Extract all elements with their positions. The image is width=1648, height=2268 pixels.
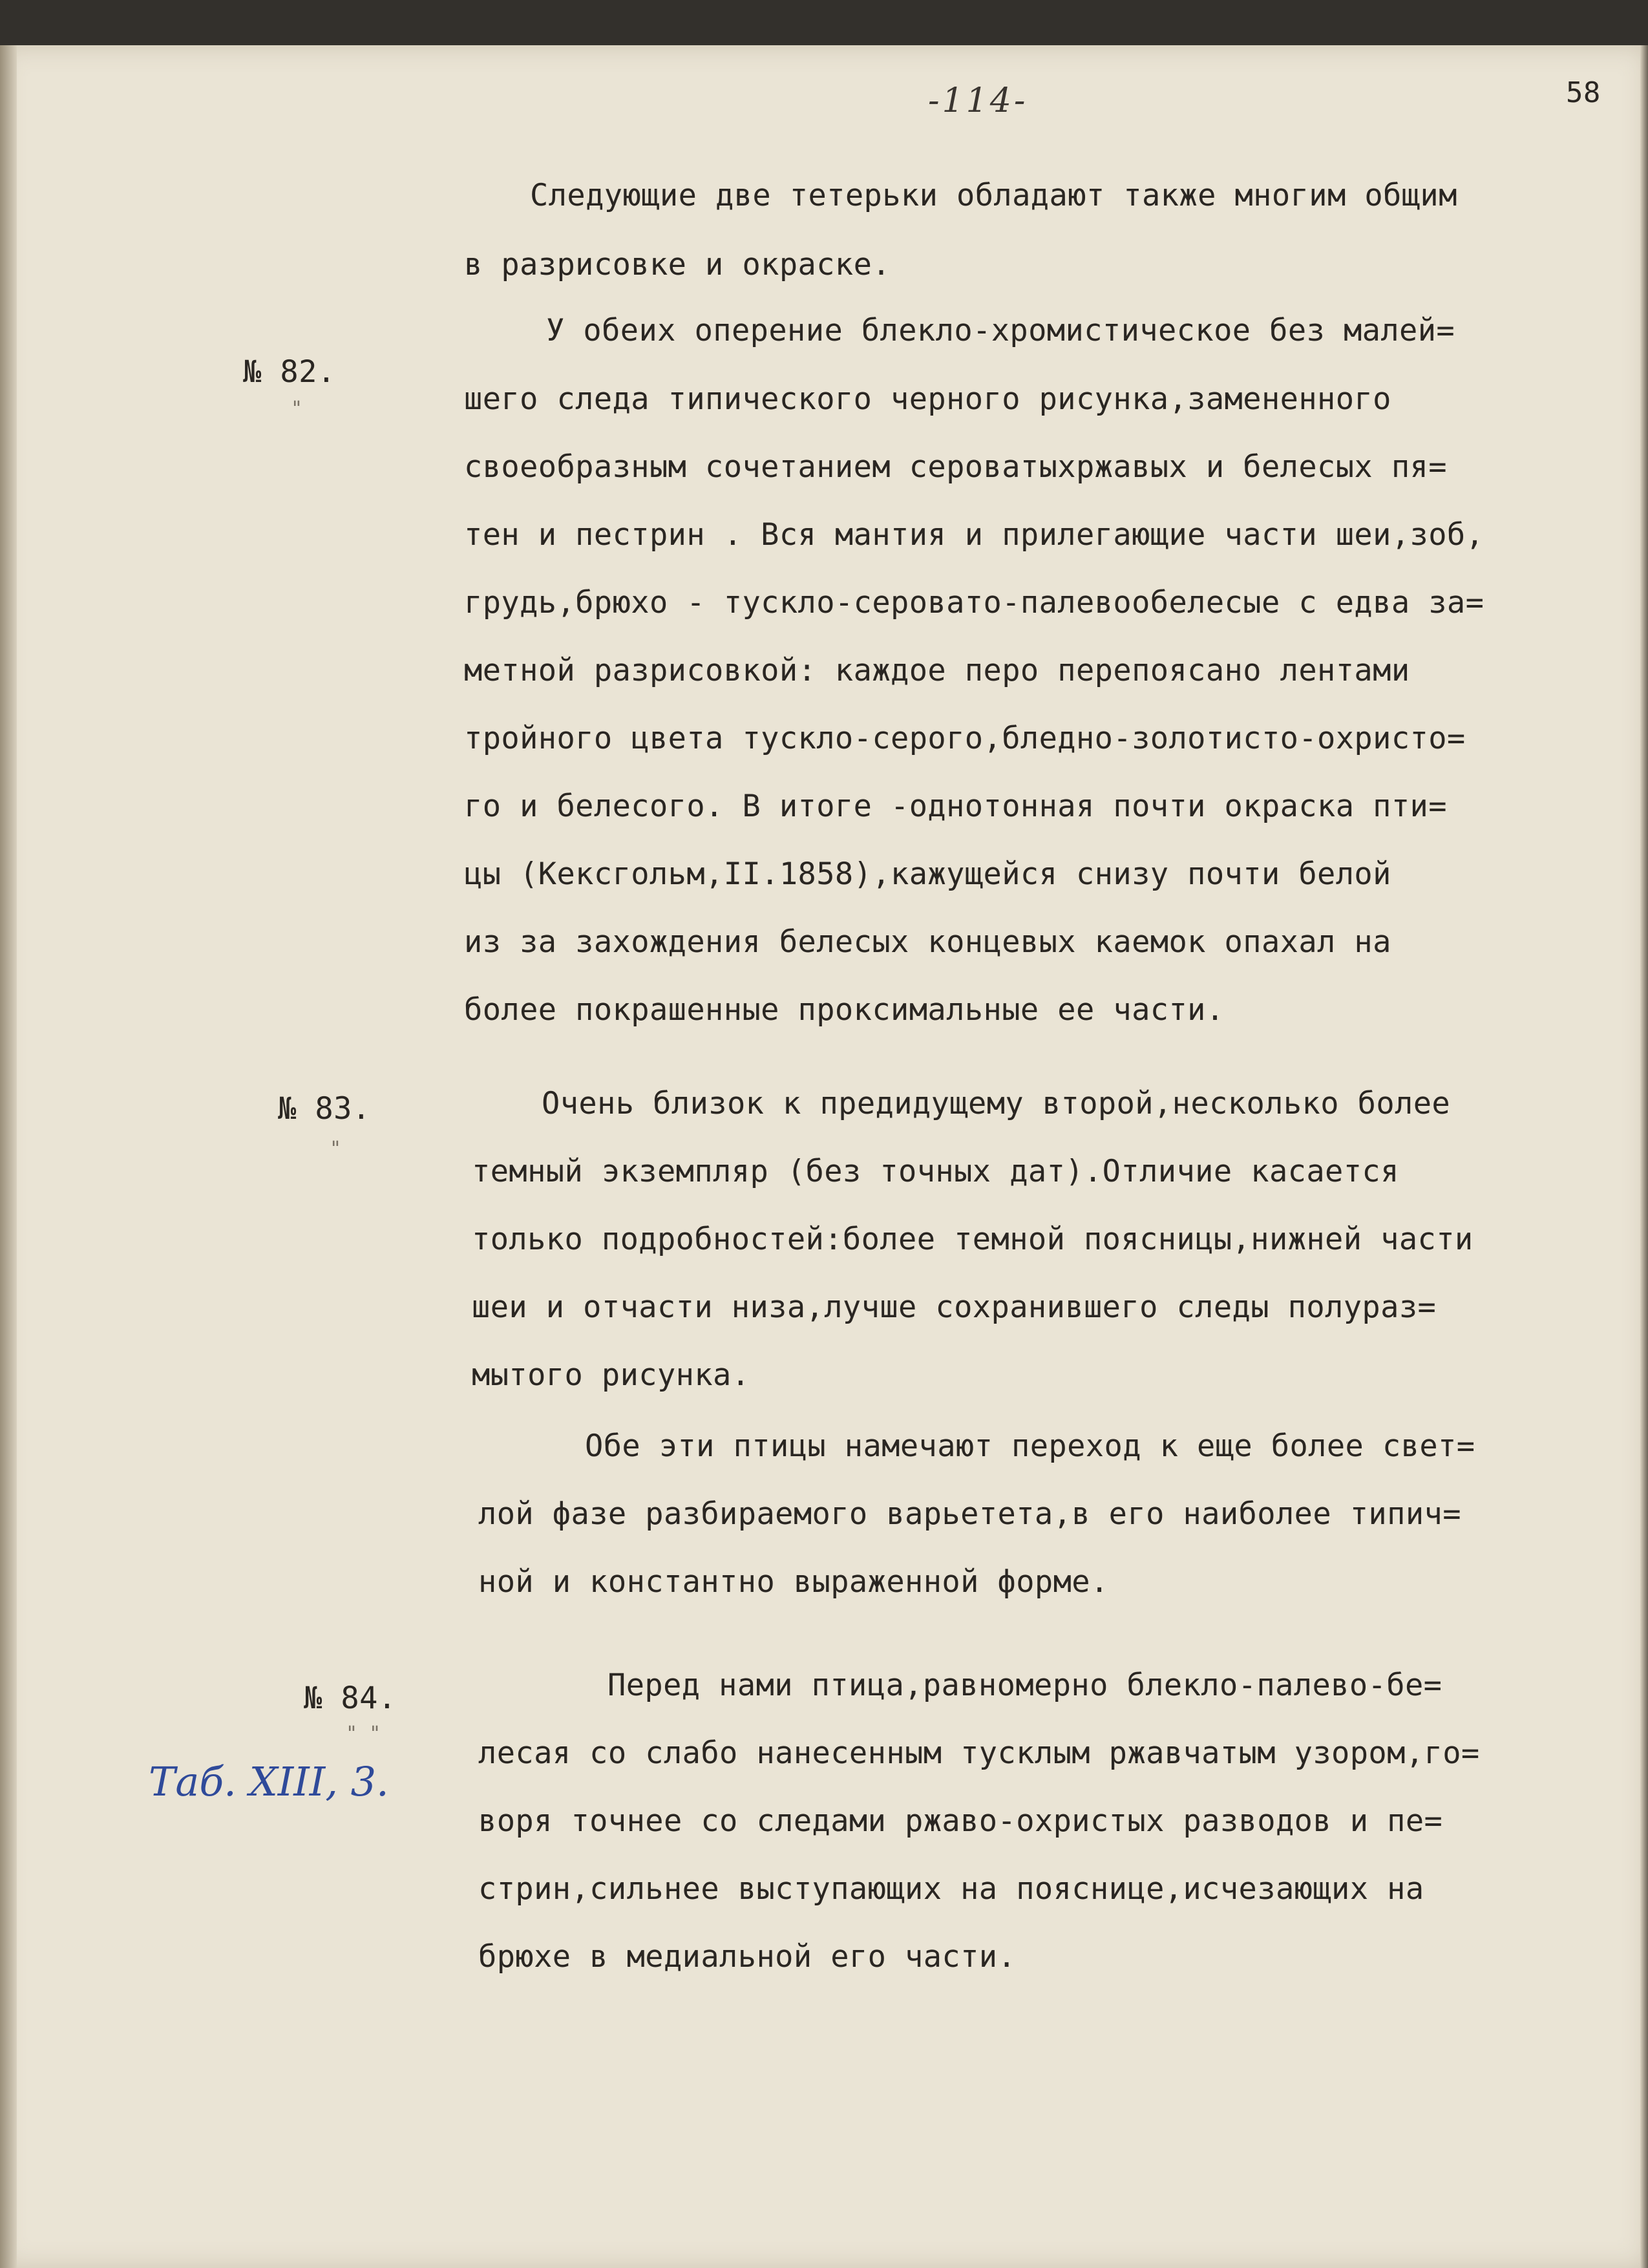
text-line: Перед нами птица,равномерно блекло-палево-бе= (607, 1668, 1442, 1703)
text-line: лесая со слабо нанесенным тусклым ржавчатым узором,го= (478, 1735, 1480, 1771)
text-line: воря точнее со следами ржаво-охристых разводов и пе= (478, 1803, 1443, 1839)
margin-label-83: № 83. (278, 1091, 371, 1127)
text-line: в разрисовке и окраске. (464, 247, 891, 282)
text-line: мытого рисунка. (472, 1357, 750, 1393)
text-line: Обе эти птицы намечают переход к еще более свет= (585, 1428, 1475, 1464)
text-line: брюхе в медиальной его части. (478, 1939, 1017, 1975)
text-line: грудь,брюхо - тускло-серовато-палевообелесые с едва за= (464, 585, 1484, 620)
text-line: только подробностей:более темной поясницы,нижней части (472, 1222, 1474, 1257)
text-line: ной и константно выраженной форме. (478, 1564, 1109, 1600)
handwritten-page-number: -114- (928, 81, 1028, 120)
text-line: метной разрисовкой: каждое перо перепоясано лентами (464, 653, 1410, 688)
text-line: тен и пестрин . Вся мантия и прилегающие части шеи,зоб, (464, 517, 1484, 553)
ditto-mark: " (291, 397, 303, 420)
margin-label-82: № 82. (243, 354, 336, 390)
text-line: У обеих оперение блекло-хромистическое без малей= (546, 313, 1455, 348)
text-line: Следующие две тетерьки обладают также многим общим (530, 178, 1457, 213)
text-line: го и белесого. В итоге -однотонная почти окраска пти= (464, 789, 1447, 824)
ditto-mark: " " (346, 1722, 381, 1745)
text-line: цы (Кексгольм,II.1858),кажущейся снизу почти белой (464, 856, 1391, 892)
text-line: из за захождения белесых концевых каемок опахал на (464, 924, 1391, 960)
page-number: 58 (1566, 76, 1601, 109)
text-line: лой фазе разбираемого варьетета,в его наиболее типич= (478, 1496, 1461, 1532)
text-line: Очень близок к предидущему второй,несколько более (542, 1086, 1451, 1121)
margin-label-84: № 84. (304, 1680, 397, 1716)
handwritten-table-reference: Таб. XIII, 3. (149, 1758, 389, 1805)
text-line: стрин,сильнее выступающих на пояснице,исчезающих на (478, 1871, 1424, 1907)
ditto-mark: " (330, 1138, 342, 1160)
text-line: шего следа типического черного рисунка,замененного (464, 381, 1391, 417)
text-line: темный экземпляр (без точных дат).Отличие касается (472, 1154, 1399, 1189)
text-line: шеи и отчасти низа,лучше сохранившего следы полураз= (472, 1289, 1437, 1325)
text-line: более покрашенные проксимальные ее части. (464, 992, 1225, 1028)
text-line: своеобразным сочетанием сероватыхржавых и белесых пя= (464, 449, 1447, 485)
text-line: тройного цвета тускло-серого,бледно-золотисто-охристо= (464, 721, 1466, 756)
